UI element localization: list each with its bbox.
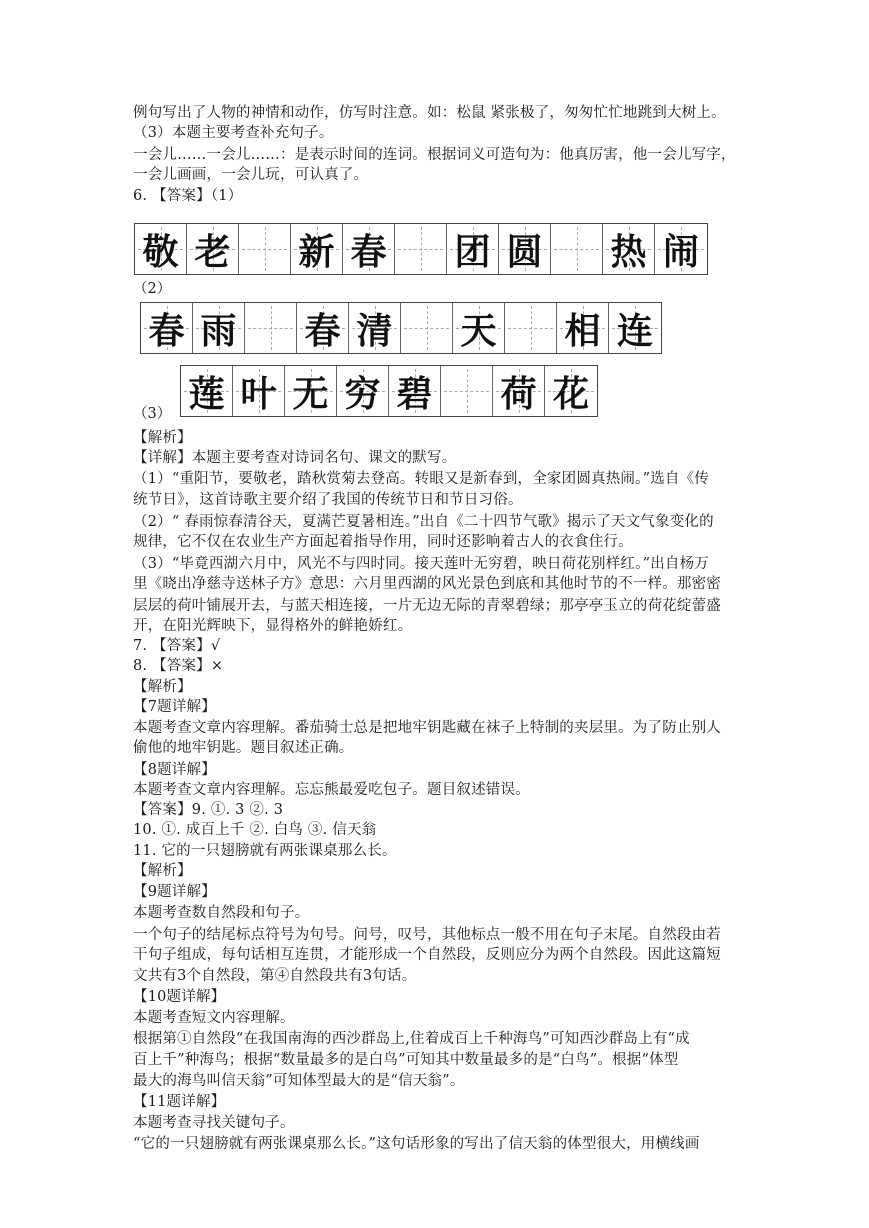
grid-character: 团 <box>454 231 491 273</box>
text-line: 【9题详解】 <box>133 884 216 900</box>
grid-cell <box>239 224 291 274</box>
grid-character <box>245 303 296 353</box>
text-line: 一会儿……一会儿……：是表示时间的连词。根据词义可造句为：他真厉害，他一会儿写字， <box>133 147 736 163</box>
text-line: 百上千”种海鸟；根据“数量最多的是白鸟”可知其中数量最多的是“白鸟”。根据“体型 <box>133 1052 679 1068</box>
grid-character: 清 <box>356 310 393 352</box>
grid-cell <box>337 366 389 416</box>
grid-cell <box>193 303 245 353</box>
grid-cell <box>493 366 545 416</box>
text-line: （1）“重阳节，要敬老，踏秋赏菊去登高。转眼又是新春到，全家团圆真热闹。”选自《传 <box>133 471 709 487</box>
text-line: 【解析】 <box>133 430 192 446</box>
text-line: 统节日》，这首诗歌主要介绍了我国的传统节日和节日习俗。 <box>133 492 523 508</box>
grid-character: 相 <box>564 310 601 352</box>
grid-character: 莲 <box>188 373 225 415</box>
grid-cell <box>655 224 707 274</box>
grid-character: 春 <box>350 231 387 273</box>
text-line: 本题考查寻找关键句子。 <box>133 1115 295 1131</box>
grid-character: 荷 <box>500 373 537 415</box>
text-line: 11. 它的一只翅膀就有两张课桌那么长。 <box>133 843 397 859</box>
text-line: 干句子组成，每句话相互连贯，才能形成一个自然段，反则应分为两个自然段。因此这篇短 <box>133 947 721 963</box>
grid-character <box>505 303 556 353</box>
text-line: 开，在阳光辉映下，显得格外的鲜艳娇红。 <box>133 618 413 634</box>
text-line: 例句写出了人物的神情和动作，仿写时注意。如：松鼠 紧张极了，匆匆忙忙地跳到大树上。 <box>133 105 726 121</box>
text-line: 本题考查短文内容理解。 <box>133 1010 295 1026</box>
text-line: 本题考查数自然段和句子。 <box>133 905 310 921</box>
grid-cell <box>447 224 499 274</box>
grid-cell <box>389 366 441 416</box>
text-line: 里《晓出净慈寺送林子方》意思：六月里西湖的风光景色到底和其他时节的不一样。那密密 <box>133 576 721 592</box>
text-line: 根据第①自然段“在我国南海的西沙群岛上,住着成百上千种海鸟”可知西沙群岛上有“成 <box>133 1031 690 1047</box>
grid-cell <box>557 303 609 353</box>
grid-cell <box>343 224 395 274</box>
text-line: 8. 【答案】× <box>133 658 224 674</box>
text-line: 【解析】 <box>133 863 192 879</box>
grid-cell <box>181 366 233 416</box>
grid-character <box>239 224 290 274</box>
grid-cell <box>499 224 551 274</box>
grid-character <box>395 224 446 274</box>
grid-character: 春 <box>148 310 185 352</box>
answer-6-heading: 6. 【答案】（1） <box>133 188 243 204</box>
text-line: “它的一只翅膀就有两张课桌那么长。”这句话形象的写出了信天翁的体型很大，用横线画 <box>133 1136 700 1152</box>
grid-character: 无 <box>292 373 329 415</box>
grid-character: 花 <box>552 373 589 415</box>
grid-cell <box>505 303 557 353</box>
grid-character: 碧 <box>396 373 433 415</box>
text-line: 一个句子的结尾标点符号为句号。问号，叹号，其他标点一般不用在句子末尾。自然段由若 <box>133 927 721 943</box>
grid-character: 雨 <box>200 310 237 352</box>
text-line: 7. 【答案】√ <box>133 638 221 654</box>
writing-grid-3 <box>180 365 598 417</box>
writing-grid-1 <box>134 223 708 275</box>
grid-character: 穷 <box>344 373 381 415</box>
text-line: 【8题详解】 <box>133 762 216 778</box>
grid-character: 闹 <box>662 231 699 273</box>
text-line: （3）本题主要考查补充句子。 <box>133 125 334 141</box>
text-line: 一会儿画画，一会儿玩，可认真了。 <box>133 167 369 183</box>
grid-cell <box>545 366 597 416</box>
grid-cell <box>233 366 285 416</box>
text-line: 文共有3个自然段，第④自然段共有3句话。 <box>133 968 417 984</box>
grid-cell <box>401 303 453 353</box>
grid-character <box>441 366 492 416</box>
grid-cell <box>551 224 603 274</box>
grid-character: 热 <box>610 231 647 273</box>
text-line: 【7题详解】 <box>133 699 216 715</box>
grid-character: 老 <box>194 231 231 273</box>
text-line: 最大的海鸟叫信天翁”可知体型最大的是“信天翁”。 <box>133 1073 465 1089</box>
grid-character <box>401 303 452 353</box>
grid-cell <box>349 303 401 353</box>
part-3-label: （3） <box>133 406 172 422</box>
grid-cell <box>245 303 297 353</box>
text-line: 偷他的地牢钥匙。题目叙述正确。 <box>133 740 354 756</box>
grid-character: 连 <box>616 310 653 352</box>
grid-cell <box>291 224 343 274</box>
text-line: 本题考查文章内容理解。忘忘熊最爱吃包子。题目叙述错误。 <box>133 782 530 798</box>
grid-cell <box>603 224 655 274</box>
grid-character: 圆 <box>506 231 543 273</box>
text-line: 本题考查文章内容理解。番茄骑士总是把地牢钥匙藏在袜子上特制的夹层里。为了防止别人 <box>133 720 721 736</box>
grid-character: 叶 <box>240 373 277 415</box>
grid-character: 春 <box>304 310 341 352</box>
grid-character: 敬 <box>142 231 179 273</box>
grid-character: 天 <box>460 310 497 352</box>
part-2-label: （2） <box>133 281 172 297</box>
grid-character <box>551 224 602 274</box>
text-line: 【10题详解】 <box>133 989 226 1005</box>
text-line: 【详解】本题主要考查对诗词名句、课文的默写。 <box>133 450 457 466</box>
writing-grid-2 <box>140 302 662 354</box>
text-line: 【解析】 <box>133 679 192 695</box>
text-line: 【答案】9. ①. 3 ②. 3 <box>133 802 284 818</box>
text-line: （2）“ 春雨惊春清谷天，夏满芒夏暑相连。”出自《二十四节气歌》揭示了天文气象变化的 <box>133 514 714 530</box>
grid-cell <box>395 224 447 274</box>
grid-cell <box>453 303 505 353</box>
grid-cell <box>135 224 187 274</box>
grid-cell <box>187 224 239 274</box>
text-line: 规律，它不仅在农业生产方面起着指导作用，同时还影响着古人的衣食住行。 <box>133 534 633 550</box>
text-line: 【11题详解】 <box>133 1094 226 1110</box>
grid-cell <box>285 366 337 416</box>
text-line: 10. ①. 成百上千 ②. 白鸟 ③. 信天翁 <box>133 822 377 838</box>
grid-cell <box>297 303 349 353</box>
grid-cell <box>441 366 493 416</box>
grid-cell <box>609 303 661 353</box>
grid-character: 新 <box>298 231 335 273</box>
text-line: （3）“毕竟西湖六月中，风光不与四时同。接天莲叶无穷碧，映日荷花别样红。”出自杨万 <box>133 556 709 572</box>
grid-cell <box>141 303 193 353</box>
text-line: 层层的荷叶铺展开去，与蓝天相连接，一片无边无际的青翠碧绿；那亭亭玉立的荷花绽蕾盛 <box>133 598 721 614</box>
